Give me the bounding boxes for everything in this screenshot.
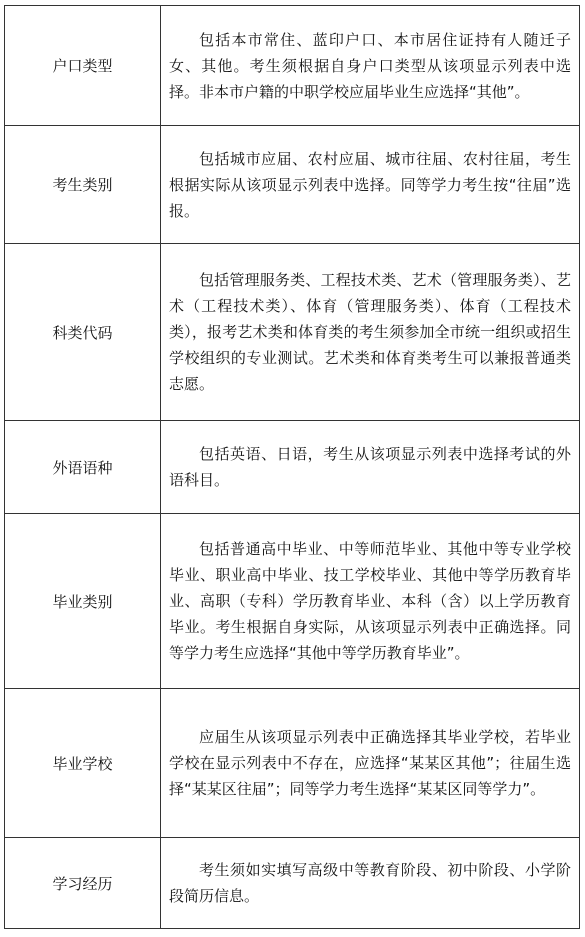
row-description-cell (161, 838, 580, 929)
row-description: 包括本市常住、蓝印户口、本市居住证持有人随迁子女、其他。考生须根据自身户口类型从该项显示列表中选择。非本市户籍的中职学校应届毕业生应选择“其他”。 (169, 30, 571, 101)
row-description-cell (161, 244, 580, 421)
row-label: 考生类别 (5, 126, 161, 244)
row-description-cell (161, 6, 580, 126)
table-row (5, 6, 580, 126)
info-table (4, 5, 580, 929)
row-description-cell (161, 514, 580, 689)
row-description-cell (161, 126, 580, 244)
table-row (5, 421, 580, 514)
row-description: 包括管理服务类、工程技术类、艺术（管理服务类）、艺术（工程技术类）、体育（管理服务类）、体育（工程技术类），报考艺术类和体育类的考生须参加全市统一组织或招生学校组织的专业测试。艺术类和体育类考生可以兼报普通类志愿。 (169, 271, 571, 393)
row-description-cell (161, 421, 580, 514)
table-row (5, 244, 580, 421)
row-label: 户口类型 (5, 6, 161, 126)
row-description: 包括城市应届、农村应届、城市往届、农村往届，考生根据实际从该项显示列表中选择。同等学力考生按“往届”选报。 (169, 149, 571, 220)
row-label: 学习经历 (5, 838, 161, 929)
row-description: 包括英语、日语，考生从该项显示列表中选择考试的外语科目。 (169, 445, 571, 489)
table-row (5, 514, 580, 689)
row-description: 考生须如实填写高级中等教育阶段、初中阶段、小学阶段简历信息。 (169, 861, 571, 905)
row-label: 毕业类别 (5, 514, 161, 689)
row-description-cell (161, 689, 580, 838)
row-label: 科类代码 (5, 244, 161, 421)
row-label: 毕业学校 (5, 689, 161, 838)
table-row (5, 838, 580, 929)
row-label: 外语语种 (5, 421, 161, 514)
table-row (5, 126, 580, 244)
row-description: 应届生从该项显示列表中正确选择其毕业学校，若毕业学校在显示列表中不存在，应选择“某某区其他”；往届生选择“某某区往届”；同等学力考生选择“某某区同等学力”。 (169, 728, 571, 798)
row-description: 包括普通高中毕业、中等师范毕业、其他中等专业学校毕业、职业高中毕业、技工学校毕业、其他中等学历教育毕业、高职（专科）学历教育毕业、本科（含）以上学历教育毕业。考生根据自身实际，从该项显示列表中正确选择。同等学力考生应选择“其他中等学历教育毕业”。 (169, 540, 571, 662)
table-row (5, 689, 580, 838)
